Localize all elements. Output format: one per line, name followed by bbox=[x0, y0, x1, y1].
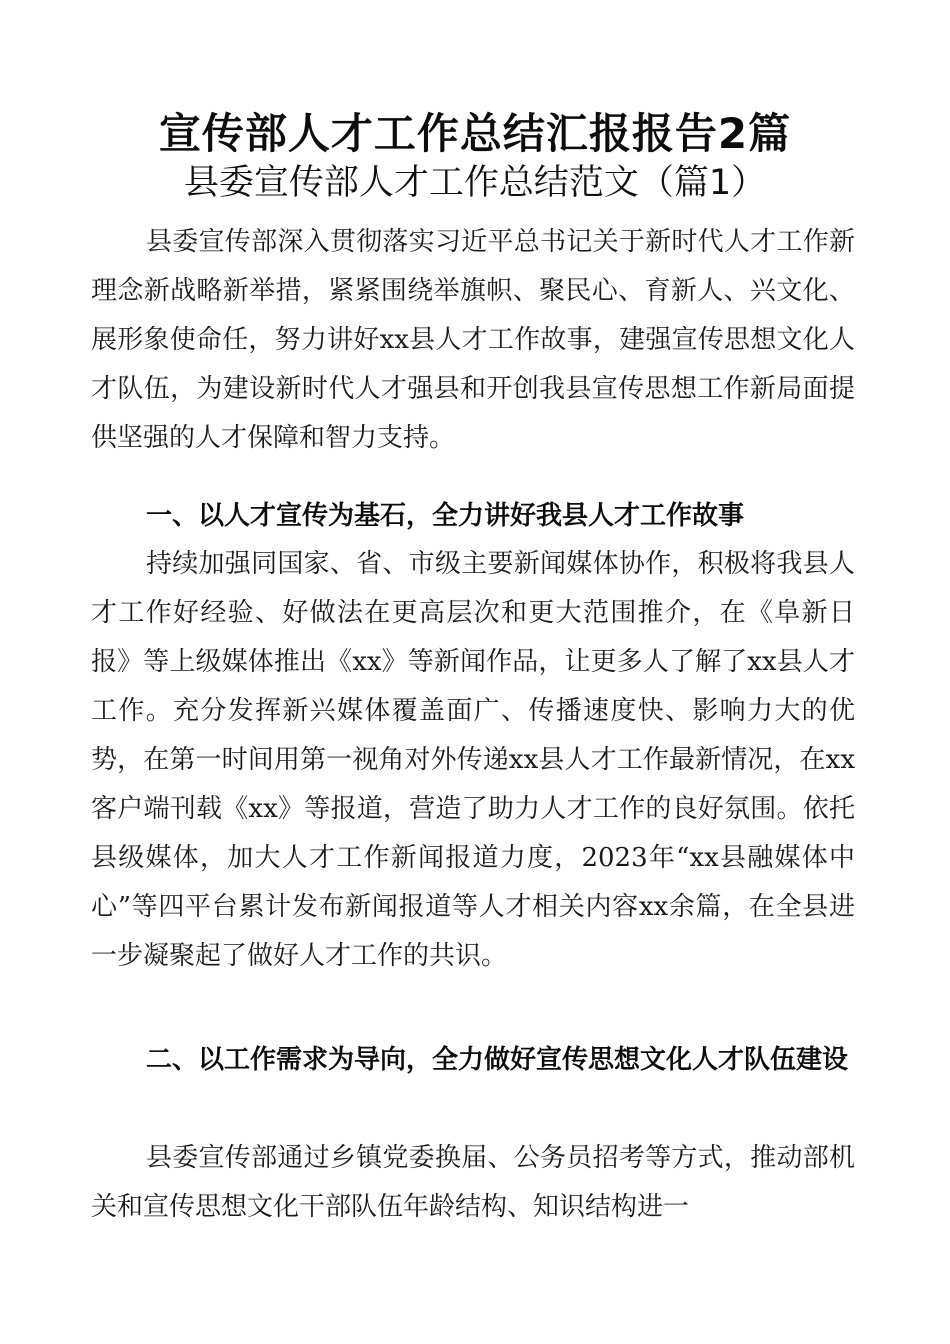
document-subtitle: 县委宣传部人才工作总结范文（篇1） bbox=[183, 163, 767, 203]
intro-paragraph: 县委宣传部深入贯彻落实习近平总书记关于新时代人才工作新理念新战略新举措，紧紧围绕举旗帜、聚民心、育新人、兴文化、展形象使命任，努力讲好xx县人才工作故事，建强宣传思想文化人才队伍，为建设新时代人才强县和开创我县宣传思想工作新局面提供坚强的人才保障和智力支持。 bbox=[91, 227, 855, 453]
document-title: 宣传部人才工作总结汇报报告2篇 bbox=[158, 109, 792, 158]
section-1-heading: 一、以人才宣传为基石，全力讲好我县人才工作故事 bbox=[146, 501, 745, 531]
section-2-heading: 二、以工作需求为导向，全力做好宣传思想文化人才队伍建设 bbox=[146, 1045, 849, 1075]
section-1-paragraph: 持续加强同国家、省、市级主要新闻媒体协作，积极将我县人才工作好经验、好做法在更高层次和更大范围推介，在《阜新日报》等上级媒体推出《xx》等新闻作品，让更多人了解了xx县人才工作。充分发挥新兴媒体覆盖面广、传播速度快、影响力大的优势，在第一时间用第一视角对外传递xx县人才工作最新情况，在xx客户端刊载《xx》等报道，营造了助力人才工作的良好氛围。依托县级媒体，加大人才工作新闻报道力度，2023年“xx县融媒体中心”等四平台累计发布新闻报道等人才相关内容xx余篇，在全县进一步凝聚起了做好人才工作的共识。 bbox=[91, 549, 855, 971]
section-2-paragraph: 县委宣传部通过乡镇党委换届、公务员招考等方式，推动部机关和宣传思想文化干部队伍年龄结构、知识结构进一 bbox=[91, 1143, 855, 1222]
